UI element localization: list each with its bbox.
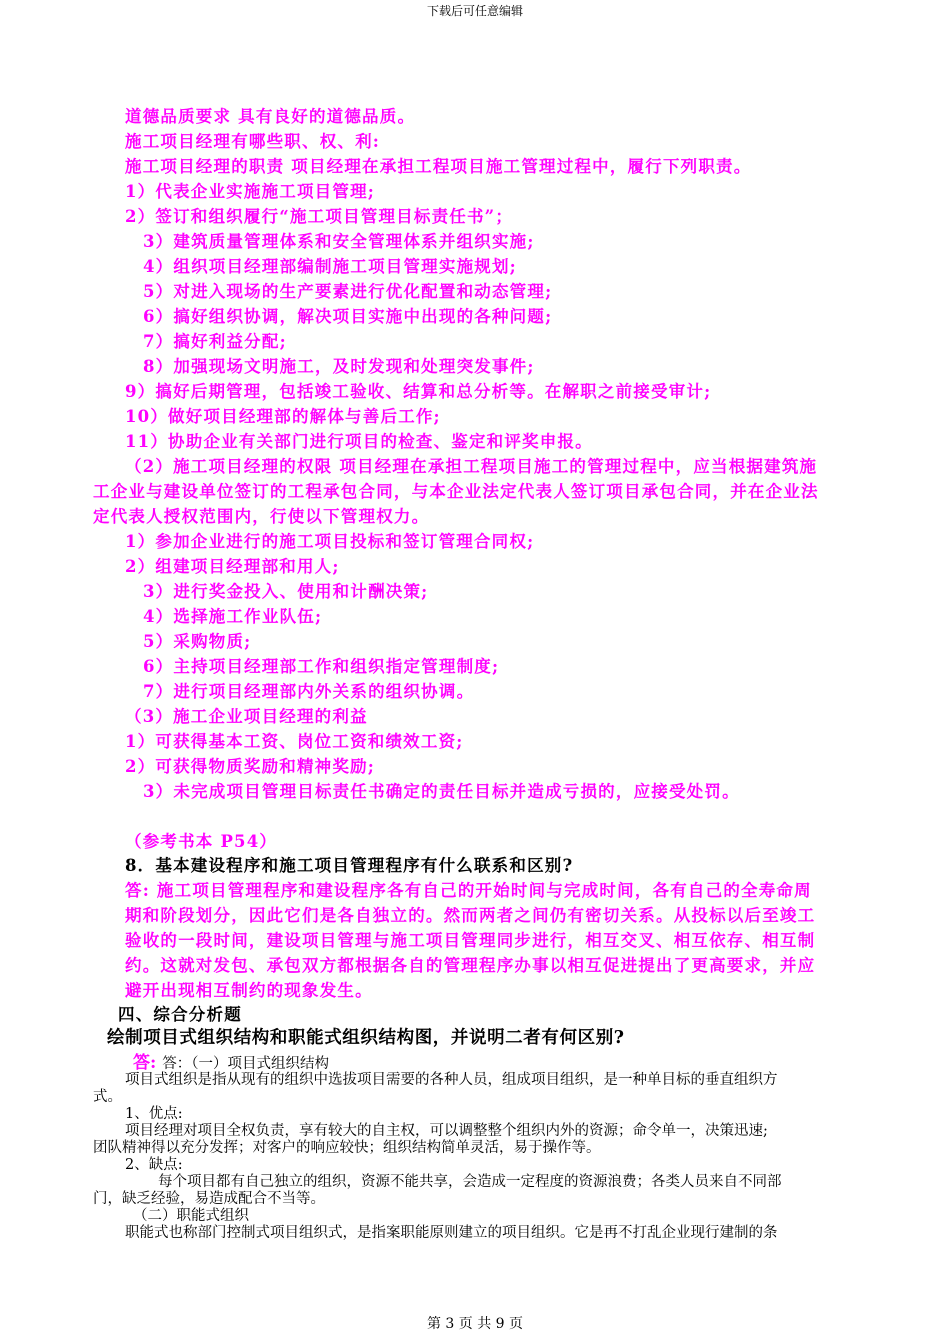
question-heading: 绘制项目式组织结构和职能式组织结构图，并说明二者有何区别? bbox=[107, 1028, 625, 1048]
list-item: 7）进行项目经理部内外关系的组织协调。 bbox=[143, 682, 475, 701]
list-item: 11）协助企业有关部门进行项目的检查、鉴定和评奖申报。 bbox=[125, 432, 593, 451]
list-item: 4）组织项目经理部编制施工项目管理实施规划; bbox=[143, 257, 517, 276]
answer-line: 答: 施工项目管理程序和建设程序各有自己的开始时间与完成时间，各有自己的全寿命周 bbox=[125, 881, 812, 900]
body-line: 项目经理对项目全权负责，享有较大的自主权，可以调整整个组织内外的资源；命令单一，决策迅速; bbox=[125, 1123, 768, 1139]
list-item: 3）建筑质量管理体系和安全管理体系并组织实施; bbox=[143, 232, 535, 251]
answer-heading-text: 答：（一）项目式组织结构 bbox=[162, 1056, 330, 1072]
list-item: 5）对进入现场的生产要素进行优化配置和动态管理; bbox=[143, 282, 553, 301]
section-heading: 四、综合分析题 bbox=[118, 1005, 242, 1024]
question-heading: 8．基本建设程序和施工项目管理程序有什么联系和区别? bbox=[125, 856, 574, 875]
list-item: 1）代表企业实施施工项目管理; bbox=[125, 182, 376, 201]
list-item: 2）可获得物质奖励和精神奖励; bbox=[125, 757, 376, 776]
page-header: 下载后可任意编辑 bbox=[426, 4, 523, 18]
answer-line: 避开出现相互制约的现象发生。 bbox=[125, 981, 373, 1000]
body-line: 团队精神得以充分发挥；对客户的响应较快；组织结构简单灵活，易于操作等。 bbox=[93, 1140, 601, 1156]
body-line: （二）职能式组织 bbox=[133, 1208, 249, 1224]
list-item: 4）选择施工作业队伍; bbox=[143, 607, 323, 626]
text-line: 施工项目经理的职责 项目经理在承担工程项目施工管理过程中，履行下列职责。 bbox=[125, 157, 752, 176]
answer-line: 约。这就对发包、承包双方都根据各自的管理程序办事以相互促进提出了更高要求，并应 bbox=[125, 956, 816, 975]
answer-line: 验收的一段时间，建设项目管理与施工项目管理同步进行，相互交叉、相互依存、相互制 bbox=[125, 931, 816, 950]
list-item: 7）搞好利益分配; bbox=[143, 332, 287, 351]
answer-line: 期和阶段划分，因此它们是各自独立的。然而两者之间仍有密切关系。从投标以后至竣工 bbox=[125, 906, 816, 925]
text-line: 施工项目经理有哪些职、权、利: bbox=[125, 132, 381, 151]
body-line: 每个项目都有自己独立的组织，资源不能共享，会造成一定程度的资源浪费；各类人员来自不同部 bbox=[158, 1174, 782, 1190]
page-footer: 第 3 页 共 9 页 bbox=[426, 1316, 524, 1332]
list-item: 2）组建项目经理部和用人; bbox=[125, 557, 340, 576]
text-line: （2）施工项目经理的权限 项目经理在承担工程项目施工的管理过程中，应当根据建筑施 bbox=[125, 457, 818, 476]
list-item: 3）进行奖金投入、使用和计酬决策; bbox=[143, 582, 429, 601]
list-item: 10）做好项目经理部的解体与善后工作; bbox=[125, 407, 441, 426]
list-item: 9）搞好后期管理，包括竣工验收、结算和总分析等。在解职之前接受审计; bbox=[125, 382, 712, 401]
list-item: 2）签订和组织履行“施工项目管理目标责任书”； bbox=[125, 207, 514, 226]
list-item: 1）参加企业进行的施工项目投标和签订管理合同权; bbox=[125, 532, 535, 551]
answer-label: 答: bbox=[133, 1053, 157, 1073]
list-item: 6）搞好组织协调，解决项目实施中出现的各种问题; bbox=[143, 307, 553, 326]
body-line: 式。 bbox=[93, 1089, 122, 1105]
text-line: （3）施工企业项目经理的利益 bbox=[125, 707, 368, 726]
list-item: 6）主持项目经理部工作和组织指定管理制度; bbox=[143, 657, 500, 676]
body-line: 1、优点: bbox=[125, 1106, 183, 1122]
body-line: 职能式也称部门控制式项目组织式，是指案职能原则建立的项目组织。它是再不打乱企业现行建制的条 bbox=[125, 1225, 778, 1241]
text-line: 工企业与建设单位签订的工程承包合同，与本企业法定代表人签订项目承包合同，并在企业法 bbox=[93, 482, 819, 501]
body-line: 项目式组织是指从现有的组织中选拔项目需要的各种人员，组成项目组织，是一种单目标的垂直组织方 bbox=[125, 1072, 778, 1088]
text-line: 定代表人授权范围内，行使以下管理权力。 bbox=[93, 507, 430, 526]
reference-note: （参考书本 P54） bbox=[125, 832, 278, 851]
list-item: 1）可获得基本工资、岗位工资和绩效工资; bbox=[125, 732, 464, 751]
list-item: 5）采购物质; bbox=[143, 632, 252, 651]
body-line: 2、缺点: bbox=[125, 1157, 183, 1173]
body-line: 门，缺乏经验，易造成配合不当等。 bbox=[93, 1191, 325, 1207]
list-item: 3）未完成项目管理目标责任书确定的责任目标并造成亏损的，应接受处罚。 bbox=[143, 782, 740, 801]
text-line: 道德品质要求 具有良好的道德品质。 bbox=[125, 107, 416, 126]
list-item: 8）加强现场文明施工，及时发现和处理突发事件; bbox=[143, 357, 535, 376]
